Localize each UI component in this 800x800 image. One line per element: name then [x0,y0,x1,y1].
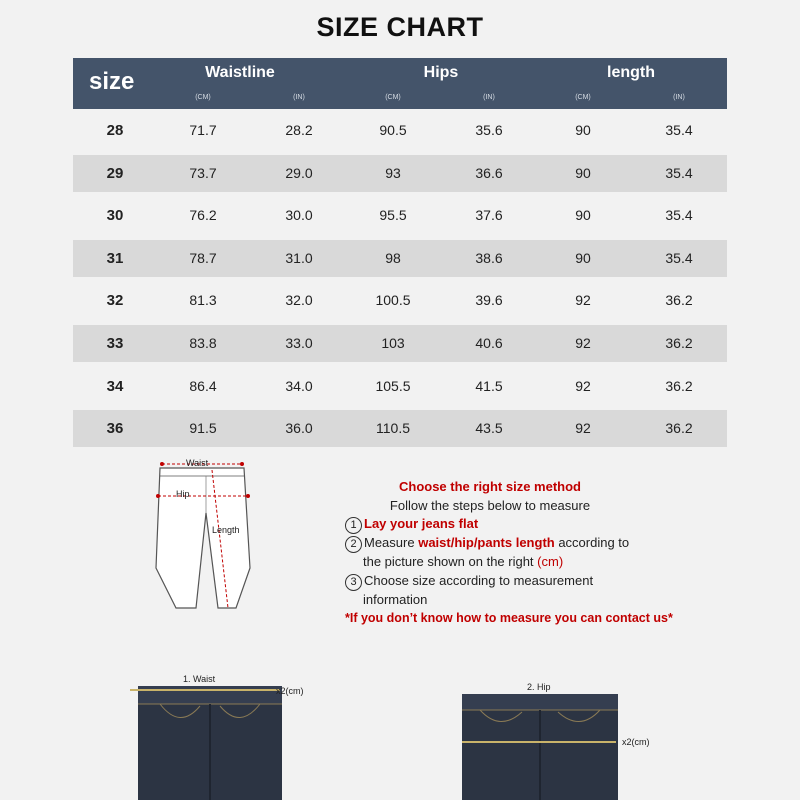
size-cell: 32 [106,292,124,310]
size-cell: 36 [106,420,124,438]
measurement-cell: 90 [575,122,591,138]
table-row [73,368,727,405]
measurement-cell: 71.7 [189,122,217,138]
measurement-cell: 90 [575,164,591,181]
unit-label: (CM) [385,94,401,101]
length-header: length [607,64,655,81]
measurement-cell: 83.8 [189,335,217,351]
measurement-cell: 39.6 [475,292,503,309]
size-cell: 29 [106,164,124,182]
size-cell: 34 [106,377,124,395]
table-row [73,240,727,277]
step-2-continued: the picture shown on the right (cm) [363,554,564,569]
measurement-instructions [345,478,745,628]
table-row [73,325,727,362]
step-1: 1 Lay your jeans flat [345,515,745,534]
measurement-cell: 30.0 [285,207,313,224]
measurement-cell: 43.5 [475,420,503,437]
unit-label: (IN) [293,94,305,101]
waist-diagram-label: Waist [186,458,209,468]
unit-label: (CM) [195,94,211,101]
contact-note: *If you don’t know how to measure you can contact us* [345,611,673,625]
unit-label: (CM) [575,94,591,101]
measurement-cell: 36.2 [665,377,693,394]
measurement-cell: 86.4 [189,377,217,394]
measurement-cell: 35.6 [475,122,503,138]
measurement-cell: 31.0 [285,249,313,266]
waistline-header: Waistline [205,64,275,81]
unit-label: (IN) [673,94,685,101]
measurement-cell: 90 [575,207,591,224]
measurement-cell: 36.2 [665,420,693,437]
measurement-cell: 36.0 [285,420,313,437]
measurement-cell: 91.5 [189,420,217,437]
measurement-cell: 76.2 [189,207,217,224]
measurement-cell: 100.5 [375,292,411,309]
step-number: 2 [345,536,362,553]
measurement-cell: 90 [575,249,591,266]
step-2: 2 Measure waist/hip/pants length according to [345,534,745,553]
measurement-cell: 36.2 [665,335,693,351]
measurement-cell: 35.4 [665,164,693,181]
measurement-cell: 78.7 [189,249,217,266]
step-3: 3 Choose size according to measurement [345,572,745,591]
step-number: 1 [345,517,362,534]
measurement-cell: 40.6 [475,335,503,351]
size-column-header: size [89,68,135,95]
hip-photo-label: 2. Hip [527,682,551,692]
length-diagram-label: Length [212,525,240,535]
table-row [73,112,727,149]
table-row [73,155,727,192]
measurement-cell: 105.5 [375,377,411,394]
measurement-cell: 28.2 [285,122,313,138]
waist-measure-label: x2(cm) [276,686,304,696]
table-row [73,410,727,447]
pants-diagram [148,458,258,623]
size-cell: 31 [106,249,124,267]
measurement-cell: 73.7 [189,164,217,181]
measurement-cell: 92 [575,420,591,437]
measurement-cell: 92 [575,335,591,351]
measurement-cell: 35.4 [665,249,693,266]
unit-label: (IN) [483,94,495,101]
hips-header: Hips [423,64,459,81]
measurement-cell: 81.3 [189,292,217,309]
waist-jeans-photo [130,680,290,800]
size-cell: 30 [106,207,124,225]
measurement-cell: 32.0 [285,292,313,309]
measurement-cell: 93 [385,164,401,181]
step-number: 3 [345,574,362,591]
measurement-cell: 103 [381,335,405,351]
hip-diagram-label: Hip [176,489,190,499]
measurement-cell: 36.6 [475,164,503,181]
measurement-cell: 98 [385,249,401,266]
measurement-cell: 35.4 [665,207,693,224]
measurement-cell: 110.5 [376,420,410,437]
measurement-cell: 38.6 [475,249,503,266]
measurement-cell: 36.2 [665,292,693,309]
measurement-cell: 92 [575,377,591,394]
measurement-cell: 90.5 [379,122,407,138]
table-row [73,197,727,234]
hip-measure-label: x2(cm) [622,737,650,747]
measurement-cell: 34.0 [285,377,313,394]
measurement-cell: 35.4 [665,122,693,138]
size-cell: 33 [106,335,124,352]
measurement-cell: 95.5 [379,207,407,224]
waist-photo-label: 1. Waist [183,674,216,684]
step-3-continued: information [363,591,428,607]
measurement-cell: 37.6 [475,207,503,224]
instructions-title: Choose the right size method [398,479,581,494]
instructions-subtitle: Follow the steps below to measure [389,497,591,513]
measurement-cell: 92 [575,292,591,309]
measurement-cell: 29.0 [285,164,313,181]
size-cell: 28 [106,122,124,139]
measurement-cell: 41.5 [475,377,503,394]
pants-outline-icon [156,468,250,608]
hip-jeans-photo [460,688,620,800]
table-header [73,58,727,109]
page-title: SIZE CHART [316,12,484,42]
table-row [73,282,727,319]
measurement-cell: 33.0 [285,335,313,351]
